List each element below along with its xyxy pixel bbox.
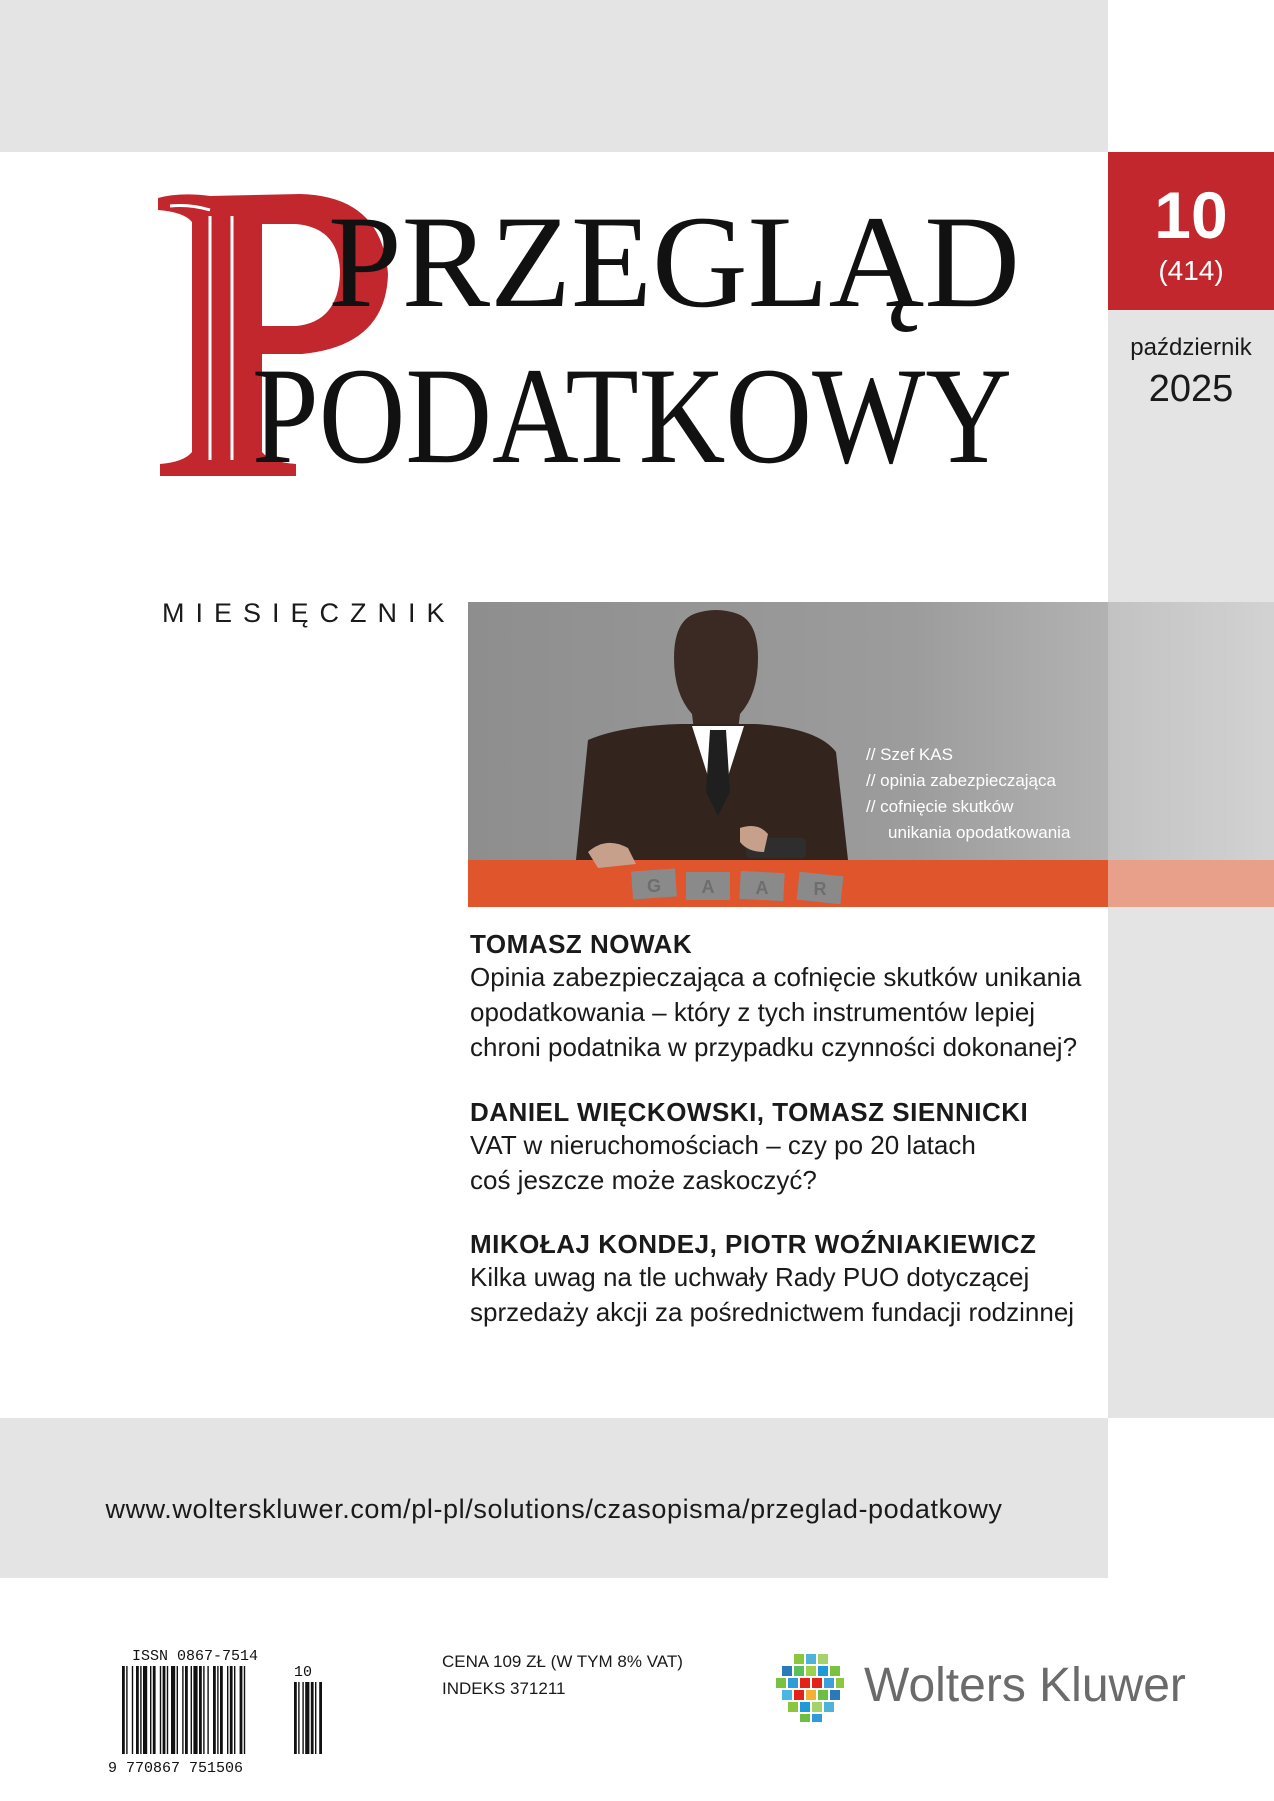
- website-url: www.wolterskluwer.com/pl-pl/solutions/czasopisma/przeglad-podatkowy: [105, 1494, 1003, 1524]
- barcode: [108, 1646, 338, 1776]
- image-caption-line: // opinia zabezpieczająca: [866, 771, 1056, 790]
- card-letter: A: [701, 877, 715, 897]
- masthead-logo: [150, 170, 1030, 490]
- image-caption-line: // Szef KAS: [866, 745, 953, 764]
- article-title-line: opodatkowania – który z tych instrumentów lepiej: [470, 997, 1036, 1027]
- issue-month: październik: [1130, 334, 1252, 361]
- article-author: MIKOŁAJ KONDEJ, PIOTR WOŹNIAKIEWICZ: [470, 1229, 1037, 1259]
- barcode-digits: 9 770867 751506: [108, 1760, 244, 1777]
- issue-number-box: [1108, 152, 1274, 310]
- issue-year: 2025: [1148, 368, 1234, 410]
- card-letter: R: [813, 879, 827, 899]
- wolters-kluwer-mosaic-icon: [772, 1650, 848, 1726]
- masthead-title-line2: PODATKOWY: [252, 339, 1012, 492]
- publisher-name: Wolters Kluwer: [864, 1659, 1186, 1712]
- article-title-line: chroni podatnika w przypadku czynności dokonanej?: [470, 1032, 1078, 1062]
- cover-illustration: [468, 602, 1274, 907]
- article-teaser: [470, 1096, 1110, 1198]
- barcode-issue-code: 10: [294, 1664, 313, 1681]
- price-info: [442, 1648, 683, 1702]
- article-author: DANIEL WIĘCKOWSKI, TOMASZ SIENNICKI: [470, 1097, 1029, 1127]
- article-teaser: [470, 1228, 1110, 1330]
- image-caption-line: // cofnięcie skutków: [866, 797, 1014, 816]
- article-teaser: [470, 928, 1110, 1065]
- article-title-line: Kilka uwag na tle uchwały Rady PUO dotyczącej: [470, 1262, 1030, 1292]
- top-grey-band: [0, 0, 1108, 152]
- barcode-issn: ISSN 0867-7514: [132, 1648, 259, 1665]
- issue-number: 10: [1154, 178, 1228, 252]
- image-caption-line: unikania opodatkowania: [888, 823, 1071, 842]
- article-title-line: VAT w nieruchomościach – czy po 20 latach: [470, 1130, 976, 1160]
- index-line: INDEKS 371211: [442, 1679, 566, 1698]
- article-title-line: coś jeszcze może zaskoczyć?: [470, 1165, 817, 1195]
- card-letter: A: [755, 878, 769, 898]
- price-line: CENA 109 ZŁ (W TYM 8% VAT): [442, 1652, 683, 1671]
- article-title-line: Opinia zabezpieczająca a cofnięcie skutków unikania: [470, 962, 1082, 992]
- article-title-line: sprzedaży akcji za pośrednictwem fundacji rodzinnej: [470, 1297, 1075, 1327]
- masthead-title-line1: PRZEGLĄD: [328, 188, 1020, 335]
- publisher-logo: [772, 1650, 1212, 1728]
- article-author: TOMASZ NOWAK: [470, 929, 693, 959]
- magazine-subtitle: MIESIĘCZNIK: [162, 598, 456, 628]
- issue-total-number: (414): [1158, 255, 1224, 286]
- card-letter: G: [646, 876, 662, 896]
